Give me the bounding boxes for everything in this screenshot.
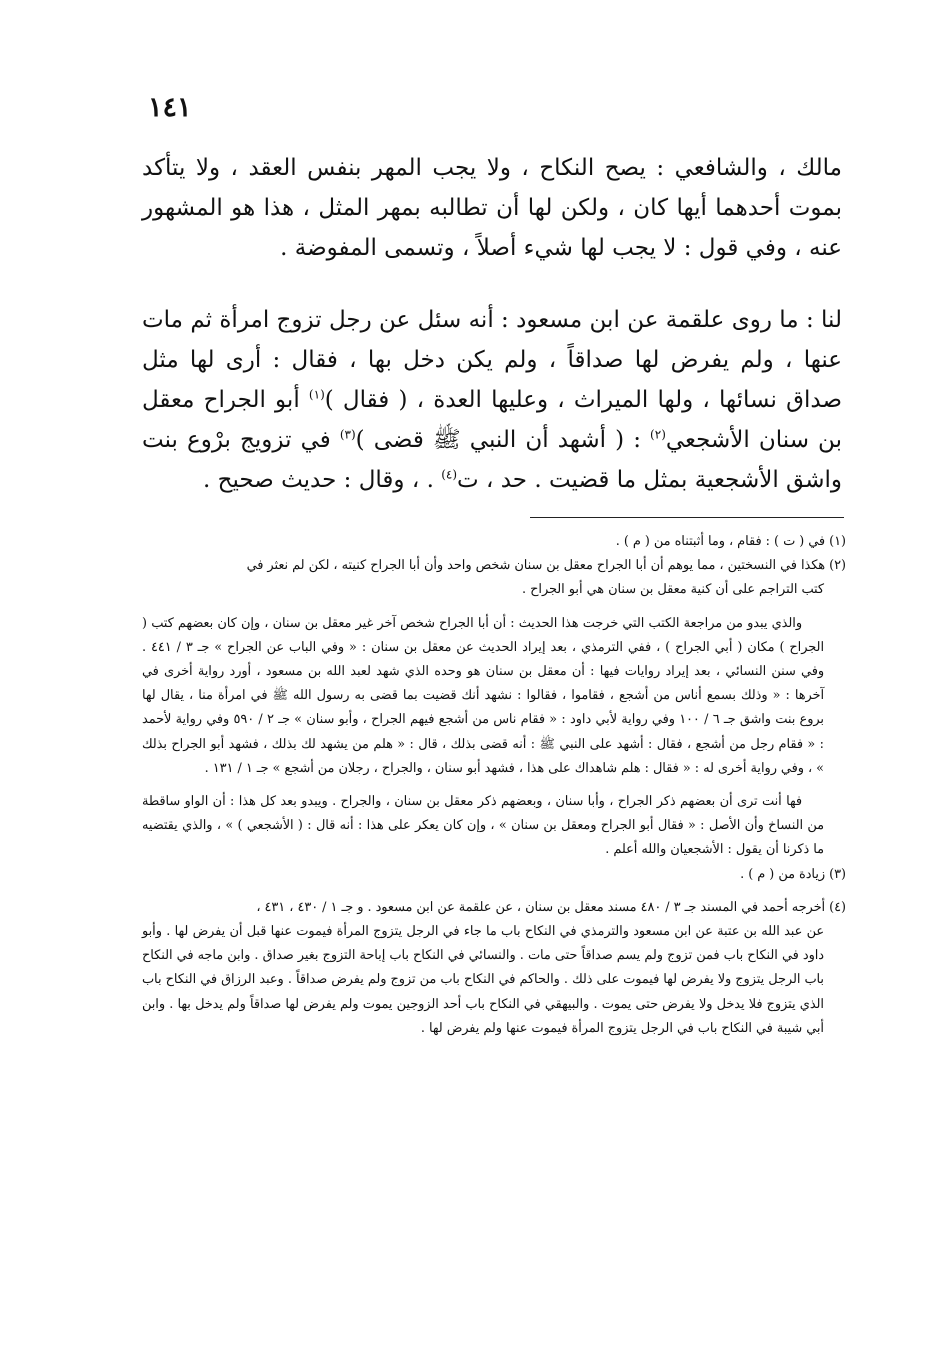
footnote-ref-3: (٣): [339, 427, 356, 442]
main-paragraph-1: مالك ، والشافعي : يصح النكاح ، ولا يجب المهر بنفس العقد ، ولا يتأكد بموت أحدهما أيها كان ، ولكن لها أن تطالبه بمهر المثل ، هذا هو المشهور عنه ، وفي قول : لا يجب لها شيء أصلاً ، وتسمى المفوضة .: [142, 155, 842, 261]
footnote-2-paragraph-2: والذي يبدو من مراجعة الكتب التي خرجت هذا الحديث : أن أبا الجراح شخص آخر غير معقل بن سنان ، وإن كان بعضهم كتب ( الجراح ) مكان ( أبي الجراح ) ، ففي الترمذي ، بعد إيراد الحديث عن معقل بن سنان : « وفي الباب عن الجراح » جـ ٣ / ٤٤١ . وفي سنن النسائي ، بعد إيراد روايات فيها : أن معقل بن سنان هو وحده الذي شهد لعبد الله بن مسعود ، أورد رواية أخرى في آخرها : « وذلك بسمع أناس من أشجع ، فقاموا ، فقالوا : نشهد أنك قضيت بما قضى به رسول الله ﷺ في امرأة منا ، يقال لها بروع بنت واشق جـ ٦ / ١٠٠ وفي رواية لأبي داود : « فقام ناس من أشجع فيهم الجراح ، وأبو سنان » جـ ٢ / ٥٩٠ وفي رواية لأحمد : « فقام رجل من أشجع ، فقال : أشهد على النبي ﷺ : أنه قضى بذلك ، قال : « هلم من يشهد لك بذلك ، فشهد أبو الجراح بذلك » ، وفي رواية أخرى له : « فقال : هلم شاهداك على هذا ، فشهد أبو سنان ، والجراح ، رجلان من أشجع » جـ ١ / ١٣١ .: [142, 615, 824, 776]
footnote-ref-4: (٤): [441, 467, 458, 482]
page-number: ١٤١: [148, 92, 192, 123]
paragraph-2-segment-d: في تزويج برْوع بنت واشق الأشجعية بمثل ما قضيت . حد ، ت: [142, 427, 842, 493]
footnote-ref-2: (٢): [650, 427, 666, 442]
paragraph-2-segment-e: . ، وقال : حديث صحيح .: [202, 467, 442, 493]
footnote-2-continuation: كتب التراجم على أن كنية معقل بن سنان هي أبو الجراح .: [522, 582, 824, 598]
footnotes: [142, 530, 846, 1041]
footnote-separator: [530, 517, 844, 518]
main-paragraph-2: [142, 300, 842, 500]
footnote-2-paragraph-3: فها أنت ترى أن بعضهم ذكر الجراح ، وأبا سنان ، وبعضهم ذكر معقل بن سنان ، والجراح . ويبدو بعد كل هذا : أن الواو ساقطة من النساخ وأن الأصل : « فقال أبو الجراح ومعقل بن سنان » ، وإن كان يعكر على هذا : أنه قال : ( الأشجعي ) » ، والذي يقتضيه ما ذكرنا أن يقول : الأشجعيان والله أعلم .: [142, 794, 824, 858]
footnote-4-continuation: عن عبد الله بن عتبة عن ابن مسعود والترمذي في النكاح باب ما جاء في الرجل يتزوج المرأة فيموت عنها قبل أن يفرض لها . وأبو داود في النكاح باب فمن تزوج ولم يسم صداقاً حتى مات . والنسائي في النكاح باب إباحة التزوج بغير صداق . وابن ماجه في النكاح باب الرجل يتزوج ولا يفرض لها فيموت على ذلك . والحاكم في النكاح باب من تزوج ولم يفرض صداقاً . وعبد الرزاق في النكاح باب الذي يتزوج فلا يدخل ولا يفرض حتى يموت . والبيهقي في النكاح باب أحد الزوجين يموت ولم يفرض لها صداقاً ولم يدخل بها . وابن أبي شيبة في النكاح باب في الرجل يتزوج المرأة فيموت عنها ولم يفرض لها .: [142, 924, 824, 1036]
footnote-4-first-line: (٤) أخرجه أحمد في المسند جـ ٣ / ٤٨٠ مسند معقل بن سنان ، عن علقمة عن ابن مسعود . و جـ ١ / ٤٣٠ ، ٤٣١ ،: [256, 899, 846, 915]
footnote-ref-1: (١): [308, 387, 325, 402]
footnote-2-first-line: (٢) هكذا في النسختين ، مما يوهم أن أبا الجراح معقل بن سنان شخص واحد وأن أبا الجراح كنيته ، لكن لم نعثر في: [246, 558, 846, 574]
paragraph-2-segment-a: لنا : ما روى علقمة عن ابن مسعود : أنه سئل عن رجل تزوج امرأة ثم مات عنها ، ولم يفرض لها صداقاً ، ولم يكن دخل بها ، فقال : أرى لها مثل صداق نسائها ، ولها الميراث ، وعليها العدة ، ( فقال ): [142, 307, 842, 413]
footnote-3: (٣) زيادة من ( م ) .: [740, 866, 846, 882]
footnote-1: (١) في ( ت ) : فقام ، وما أثبتناه من ( م ) .: [615, 534, 846, 549]
paragraph-2-segment-b: أبو الجراح معقل بن سنان الأشجعي: [142, 387, 842, 453]
paragraph-2-segment-c: : ( أشهد أن النبي ﷺ قضى ): [355, 427, 651, 453]
main-text: [142, 148, 842, 532]
